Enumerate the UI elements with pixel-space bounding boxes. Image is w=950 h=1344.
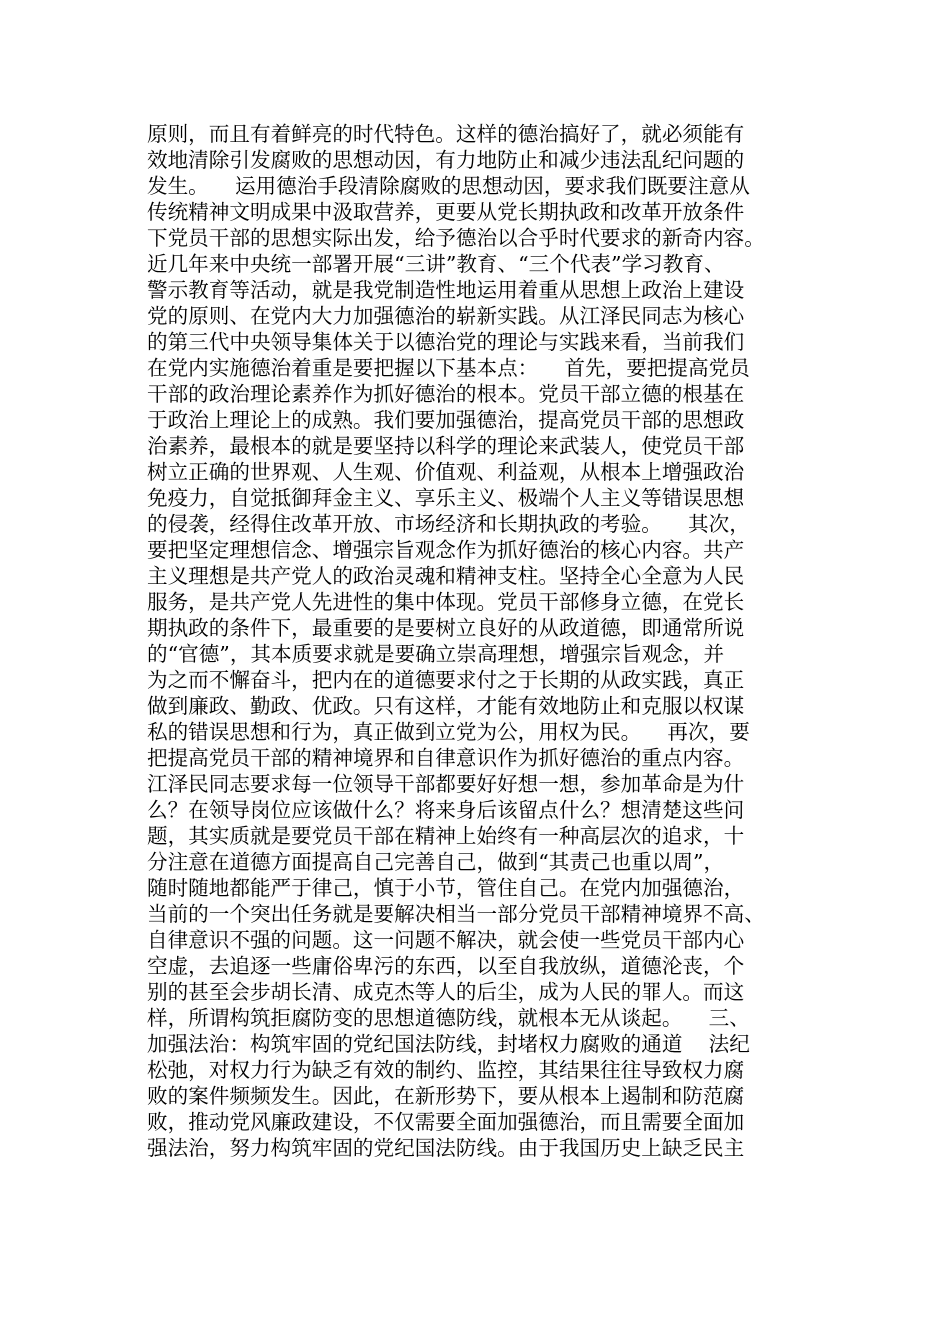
text-line: 于政治上理论上的成熟。我们要加强德治，提高党员干部的思想政 <box>147 408 745 432</box>
text-line: 在党内实施德治着重是要把握以下基本点： 首先，要把提高党员 <box>147 356 750 380</box>
text-line: 随时随地都能严于律己，慎于小节，管住自己。在党内加强德治， <box>147 876 745 900</box>
text-line: 服务，是共产党人先进性的集中体现。党员干部修身立德，在党长 <box>147 590 745 614</box>
text-line: 样，所谓构筑拒腐防变的思想道德防线，就根本无从谈起。 三、 <box>147 1006 750 1030</box>
text-line: 松弛，对权力行为缺乏有效的制约、监控，其结果往往导致权力腐 <box>147 1058 745 1082</box>
text-line: 做到廉政、勤政、优政。只有这样，才能有效地防止和克服以权谋 <box>147 694 745 718</box>
text-line: 主义理想是共产党人的政治灵魂和精神支柱。坚持全心全意为人民 <box>147 564 745 588</box>
text-line: 发生。 运用德治手段清除腐败的思想动因，要求我们既要注意从 <box>147 174 750 198</box>
text-line: 么？在领导岗位应该做什么？将来身后该留点什么？想清楚这些问 <box>147 798 745 822</box>
text-line: 的第三代中央领导集体关于以德治党的理论与实践来看，当前我们 <box>147 330 745 354</box>
text-line: 别的甚至会步胡长清、成克杰等人的后尘，成为人民的罪人。而这 <box>147 980 745 1004</box>
text-line: 把提高党员干部的精神境界和自律意识作为抓好德治的重点内容。 <box>147 746 745 770</box>
text-line: 强法治，努力构筑牢固的党纪国法防线。由于我国历史上缺乏民主 <box>147 1136 745 1160</box>
text-line: 的侵袭，经得住改革开放、市场经济和长期执政的考验。 其次， <box>147 512 750 536</box>
text-line: 树立正确的世界观、人生观、价值观、利益观，从根本上增强政治 <box>147 460 745 484</box>
text-line: 效地清除引发腐败的思想动因，有力地防止和减少违法乱纪问题的 <box>147 148 745 172</box>
text-line: 期执政的条件下，最重要的是要树立良好的从政道德，即通常所说 <box>147 616 745 640</box>
text-line: 传统精神文明成果中汲取营养，更要从党长期执政和改革开放条件 <box>147 200 745 224</box>
text-line: 江泽民同志要求每一位领导干部都要好好想一想，参加革命是为什 <box>147 772 745 796</box>
text-line: 近几年来中央统一部署开展“三讲”教育、“三个代表”学习教育、 <box>147 252 725 276</box>
text-line: 干部的政治理论素养作为抓好德治的根本。党员干部立德的根基在 <box>147 382 745 406</box>
text-line: 为之而不懈奋斗，把内在的道德要求付之于长期的从政实践，真正 <box>147 668 745 692</box>
text-line: 当前的一个突出任务就是要解决相当一部分党员干部精神境界不高、 <box>147 902 765 926</box>
body-text <box>147 121 817 1161</box>
text-line: 自律意识不强的问题。这一问题不解决，就会使一些党员干部内心 <box>147 928 745 952</box>
text-line: 下党员干部的思想实际出发，给予德治以合乎时代要求的新奇内容。 <box>147 226 765 250</box>
text-line: 的“官德”，其本质要求就是要确立崇高理想，增强宗旨观念，并 <box>147 642 725 666</box>
text-line: 要把坚定理想信念、增强宗旨观念作为抓好德治的核心内容。共产 <box>147 538 745 562</box>
text-line: 分注意在道德方面提高自己完善自己，做到“其责己也重以周”， <box>147 850 725 874</box>
text-line: 题，其实质就是要党员干部在精神上始终有一种高层次的追求，十 <box>147 824 745 848</box>
text-line: 治素养，最根本的就是要坚持以科学的理论来武装人，使党员干部 <box>147 434 745 458</box>
text-line: 败的案件频频发生。因此，在新形势下，要从根本上遏制和防范腐 <box>147 1084 745 1108</box>
text-line: 党的原则、在党内大力加强德治的崭新实践。从江泽民同志为核心 <box>147 304 745 328</box>
text-line: 原则，而且有着鲜亮的时代特色。这样的德治搞好了，就必须能有 <box>147 122 745 146</box>
text-line: 免疫力，自觉抵御拜金主义、享乐主义、极端个人主义等错误思想 <box>147 486 745 510</box>
text-line: 败，推动党风廉政建设，不仅需要全面加强德治，而且需要全面加 <box>147 1110 745 1134</box>
text-line: 加强法治：构筑牢固的党纪国法防线，封堵权力腐败的通道 法纪 <box>147 1032 750 1056</box>
text-line: 私的错误思想和行为，真正做到立党为公，用权为民。 再次，要 <box>147 720 750 744</box>
text-line: 警示教育等活动，就是我党制造性地运用着重从思想上政治上建设 <box>147 278 745 302</box>
text-line: 空虚，去追逐一些庸俗卑污的东西，以至自我放纵，道德沦丧，个 <box>147 954 745 978</box>
